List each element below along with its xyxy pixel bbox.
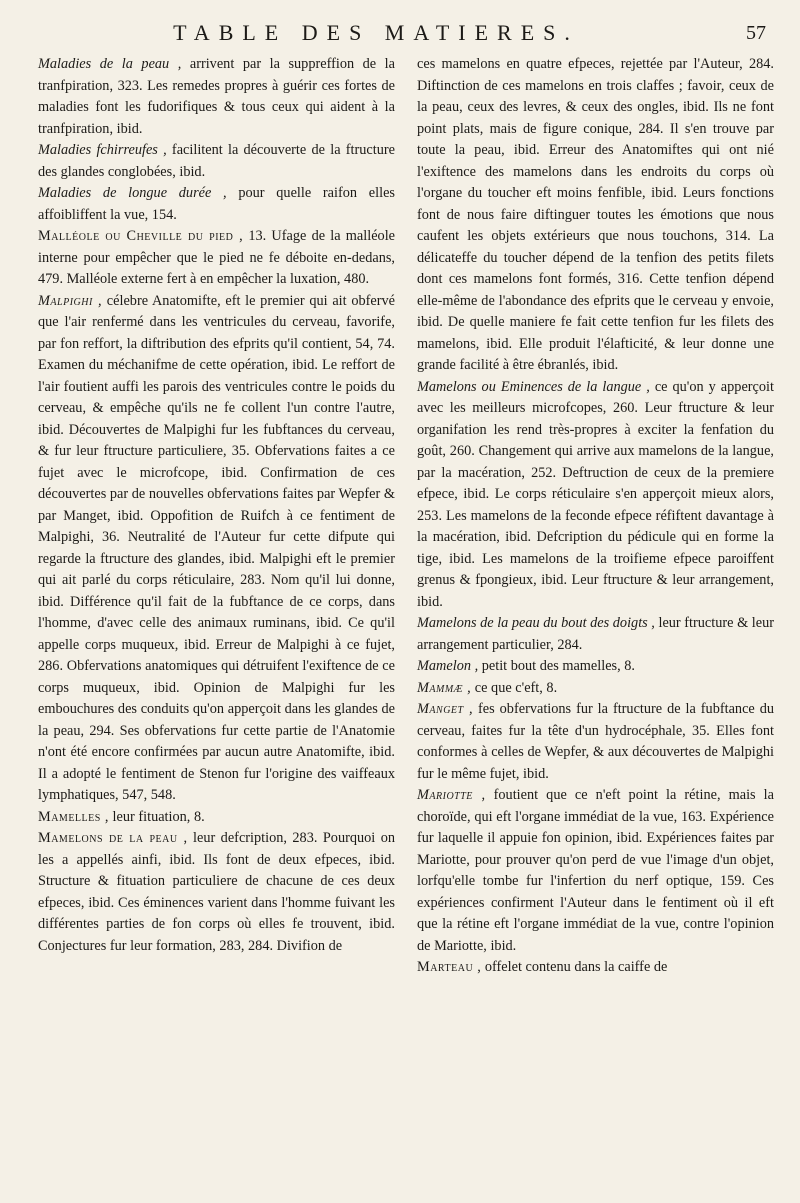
entry-text: 13. Ufage de la malléole interne pour empêcher que le pied ne fe déboite en-dedans, 479. Malléole externe fert à en empêcher la luxation, 480. — [38, 228, 396, 287]
index-entry — [417, 613, 774, 656]
entry-headword: Maladies de longue durée , — [38, 185, 227, 201]
page-header — [38, 14, 774, 54]
entry-headword: Mamelles , — [38, 808, 109, 825]
entry-text: leur ftructure & leur arrangement particulier, 284. — [417, 615, 774, 653]
entry-headword: Mamelons ou Eminences de la langue , — [417, 378, 650, 395]
running-title: TABLE DES MATIERES. — [173, 20, 579, 45]
text-columns — [38, 54, 774, 979]
entry-text: leur defcription, 283. Pourquoi on les a appellés ainfi, ibid. Ils font de deux efpeces, ibid. Structure & fituation particuliere de chacune de ces deux efpeces, ibid. Ces éminences varient dans l'homme fuivant les différentes parties de fon corps où elles fe trouvent, ibid. Conjectures fur leur formation, 283, 284. Divifion de — [38, 830, 396, 954]
index-entry — [38, 54, 395, 140]
right-column — [417, 54, 774, 979]
entry-text: foutient que ce n'eft point la rétine, mais la choroïde, qui eft l'organe immédiat de la vue, 163. Expérience fur laquelle il appuie fon opinion, ibid. Expériences faites par Mariotte, pour prouver qu'on perd de vue l'image d'un objet, lorfqu'elle tombe fur l'infertion du nerf optique, 159. Ces expériences confirment l'Auteur dans le fentiment où il eft que la rétine eft l'organe immédiat de la vue, contre l'opinion de Mariotte, ibid. — [417, 787, 774, 954]
entry-headword: Maladies de la peau , — [38, 56, 182, 72]
index-entry — [417, 785, 774, 957]
entry-headword: Mariotte , — [417, 787, 486, 803]
entry-text: pour quelle raifon elles affoibliffent la vue, 154. — [38, 185, 395, 223]
entry-headword: Maladies fchirreufes , — [38, 142, 167, 158]
entry-text: facilitent la découverte de la ftructure des glandes conglobées, ibid. — [38, 142, 396, 180]
entry-headword: Manget , — [417, 701, 474, 717]
entry-text: leur fituation, 8. — [108, 808, 205, 825]
entry-text: fes obfervations fur la ftructure de la fubftance du cerveau, faites fur la tête d'un hydrocéphale, 35. Elles font conformes à celles de Wepfer, & aux découvertes de Malpighi fur le même fujet, ibid. — [417, 701, 775, 782]
left-column — [38, 54, 395, 979]
entry-headword: Mamelons de la peau du bout des doigts , — [417, 615, 655, 631]
entry-headword: Marteau , — [417, 959, 482, 975]
entry-text: offelet contenu dans la caiffe de — [481, 959, 668, 975]
entry-headword: Malpighi , — [38, 292, 103, 309]
index-entry — [38, 140, 395, 183]
entry-text: ce qu'on y apperçoit avec les meilleurs microfcopes, 260. Leur ftructure & leur organifation les rend très-propres à exciter la fenfation du goût, 260. Changement qui arrive aux mamelons de la langue, par la macération, 252. Deftruction de ceux de la premiere efpece, ibid. Le corps réticulaire s'en apperçoit mieux alors, 253. Les mamelons de la feconde efpece réfiftent davantage à la macération, ibid. Defcription du pédicule qui en forme la tige, ibid. Les mamelons de la troifieme efpece paroiffent grenus & fpongieux, ibid. Leur ftructure & leur arrangement, ibid. — [417, 378, 774, 610]
page-number: 57 — [746, 22, 766, 44]
index-entry — [417, 54, 774, 377]
entry-text: célebre Anatomifte, eft le premier qui ait obfervé que l'air renfermé dans les ventricules du cerveau, favorife, par fon reffort, la diftribution des efprits qu'il contient, 54, 74. Examen du méchanifme de cette opération, ibid. Le reffort de l'air foutient auffi les parois des ventricules contre le poids du cerveau, & empêche qu'ils ne fe collent l'un contre l'autre, ibid. Découvertes de Malpighi fur les fubftances du cerveau, & fur leur ftructure particuliere, 35. Obfervations faites a ce fujet avec le microfcope, ibid. Confirmation de ces découvertes par de nouvelles obfervations faites par Wepfer & par Manget, ibid. Oppofition de Ruifch à ce fentiment de Malpighi, 36. Neutralité de l'Auteur fur cette difpute qui regarde la ftructure des glandes, ibid. Malpighi eft le premier qui ait parlé du corps réticulaire, 283. Nom qu'il lui donne, ibid. Différence qu'il fait de la fubftance de ce corps, dans l'homme, d'avec celle des animaux ruminans, ibid. Ce qu'il appelle corps muqueux, ibid. Erreur de Malpighi à ce fujet, 286. Obfervations anatomiques qui détruifent l'exiftence de ce corps muqueux, ibid. Opinion de Malpighi fur les embouchures des conduits qu'on apperçoit dans les glandes de la peau, 294. Ses obfervations fur cette partie de l'Anatomie n'ont été encore confirmées par aucun autre Anatomifte, ibid. Il a adopté le fentiment de Stenon fur l'origine des vaiffeaux lymphatiques, 547, 548. — [38, 292, 395, 803]
entry-text: petit bout des mamelles, 8. — [478, 658, 635, 674]
entry-headword: Malléole ou Cheville du pied , — [38, 228, 244, 244]
index-entry — [417, 656, 774, 678]
index-entry — [38, 807, 395, 829]
entry-text: ces mamelons en quatre efpeces, rejettée par l'Auteur, 284. Diftinction de ces mamelons en trois claffes ; favoir, ceux de la peau, ceux des levres, & ceux des ongles, ibid. Ils ne font point plats, mais de figure conique, 284. Il s'en trouve par toute la peau, ibid. Erreur des Anatomiftes qui ont nié l'exiftence des mamelons dans les endroits du corps où l'organe du toucher eft moins fenfible, ibid. Leurs fonctions font de nous faire diftinguer toutes les émotions que nous caufent les objets extérieurs que nous touchons, 314. La délicateffe du toucher dépend de la tenfion des petits filets dont ces mamelons font formés, 316. Cette tenfion dépend elle-même de l'abondance des efprits que le cerveau y envoie, ibid. De quelle maniere fe fait cette tenfion fur les filets des mamelons, ibid. Elle produit l'élafticité, & leur donne une grande facilité à être ébranlés, ibid. — [417, 56, 774, 373]
entry-text: ce que c'eft, 8. — [471, 679, 558, 696]
entry-text: arrivent par la suppreffion de la tranfpiration, 323. Les remedes propres à guérir ces fortes de maladies font les fudorifiques & tous ceux qui aident à la tranfpiration, ibid. — [38, 56, 395, 137]
index-entry — [38, 828, 395, 957]
index-entry — [38, 183, 395, 226]
entry-headword: Mammæ , — [417, 679, 472, 696]
index-entry — [417, 678, 774, 700]
index-entry — [38, 291, 395, 807]
index-entry — [417, 699, 774, 785]
index-entry — [38, 226, 395, 291]
index-entry — [417, 957, 774, 979]
entry-headword: Mamelon , — [417, 658, 479, 674]
index-entry — [417, 377, 774, 614]
entry-headword: Mamelons de la peau , — [38, 830, 188, 846]
